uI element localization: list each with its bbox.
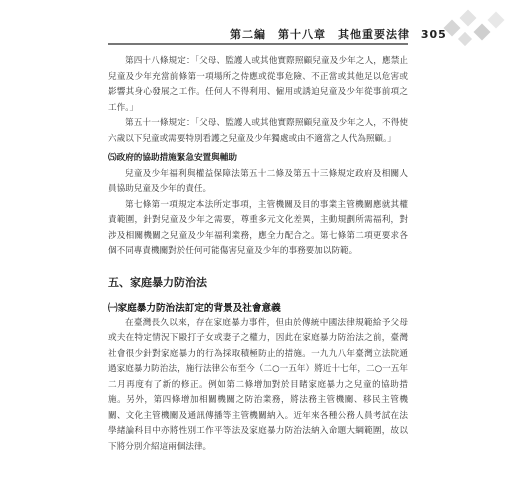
subsection-heading: ㈠家庭暴力防治法訂定的背景及社會意義 (108, 302, 281, 314)
page-number: 305 (420, 28, 447, 41)
paragraph-article-7: 第七條第一項規定本法所定事項，主管機關及目的事業主管機關應就其權責範圍，針對兒童及少年之需要，尊重多元文化差異，主動規劃所需福利，對涉及相關機關之兒童及少年福利業務，應全力配合之。第七條第二項更要求各個不同專責機關對於任何可能傷害兒童及少年的事務要加以防範。 (108, 199, 408, 256)
subheading-government-assistance: ⑸政府的協助措施緊急安置與輔助 (108, 153, 237, 163)
section-heading: 五、家庭暴力防治法 (108, 275, 207, 289)
paragraph-article-51: 第五十一條規定：「父母、監護人或其他實際照顧兒童及少年之人，不得使六歲以下兒童或需要特別看護之兒童及少年獨處或由不適當之人代為照顧。」 (108, 118, 408, 144)
header-rule (108, 43, 408, 45)
paragraph-article-48: 第四十八條規定：「父母、監護人或其他實際照顧兒童及少年之人，應禁止兒童及少年充當前條第一項場所之侍應或從事危險、不正當或其他足以危害或影響其身心發展之工作。任何人不得利用、僱用或誘迫兒童及少年從事前項之工作。」 (108, 56, 408, 113)
paragraph-article-52-53: 兒童及少年福利與權益保障法第五十二條及第五十三條規定政府及相關人員協助兒童及少年的責任。 (108, 168, 408, 194)
paragraph-domestic-violence: 在臺灣長久以來，存在家庭暴力事件，但由於傳統中國法律規範給予父母或夫在特定情況下毆打子女或妻子之權力，因此在家庭暴力防治法之前，臺灣社會很少針對家庭暴力的行為採取積極防止的措施。一九九八年臺灣立法院通過家庭暴力防治法，施行法律公布至今（二○一五年）將近十七年，二○一五年二月再度有了新的修正。例如第二條增加對於目睹家庭暴力之兒童的協助措施。另外，第四條增加相關機關之防治業務，將法務主管機關、移民主管機關、文化主管機關及通訊傳播等主管機關納入。近年來各種公務人員考試在法學緒論科目中亦將性別工作平等法及家庭暴力防治法納入命題大綱範圍，故以下將分別介紹這兩個法律。 (108, 317, 408, 452)
body-text (108, 54, 408, 455)
header-title: 第二編 第十八章 其他重要法律 (230, 28, 410, 41)
running-header (230, 26, 447, 42)
